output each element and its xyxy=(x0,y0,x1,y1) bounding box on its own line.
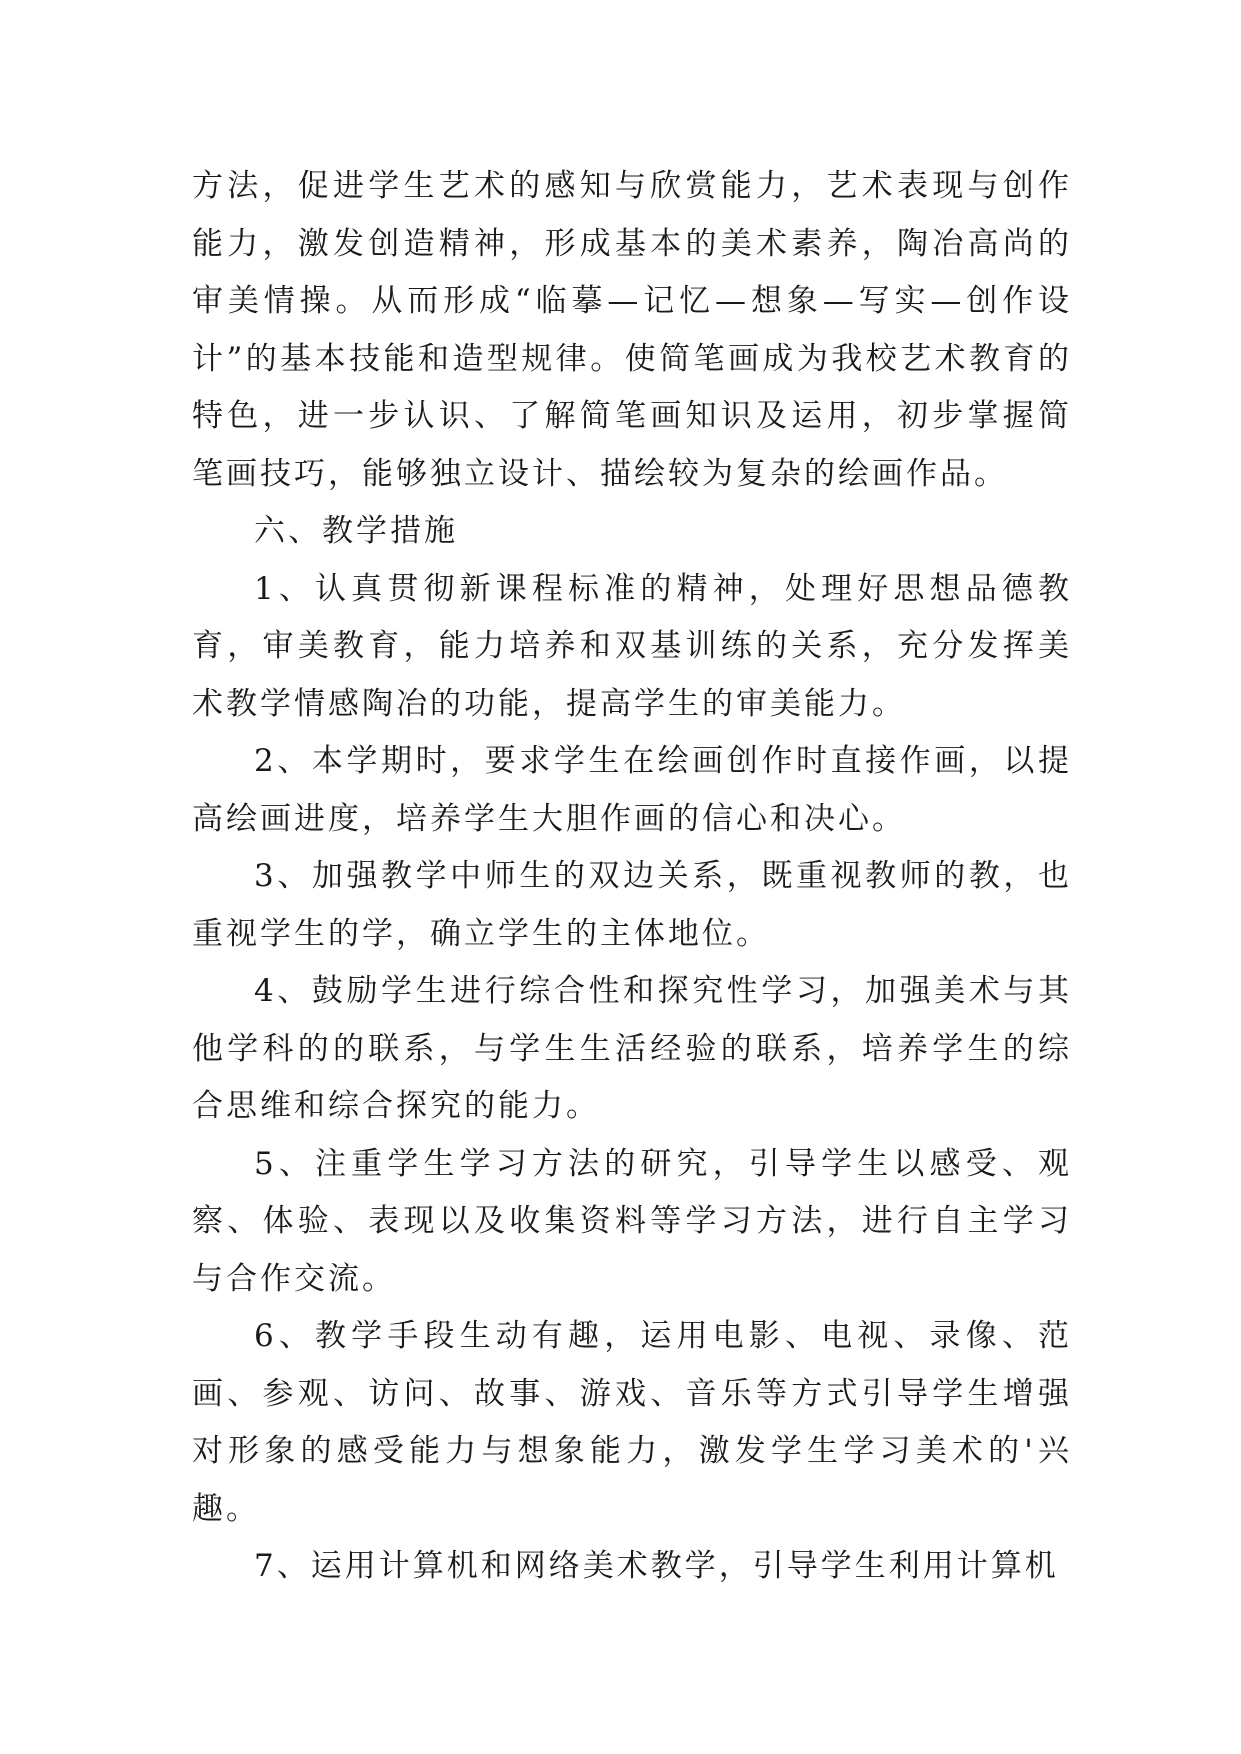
paragraph-measure-6: 6、教学手段生动有趣，运用电影、电视、录像、范画、参观、访问、故事、游戏、音乐等方式引导学生增强对形象的感受能力与想象能力，激发学生学习美术的'兴趣。 xyxy=(192,1318,1072,1527)
document-body xyxy=(192,158,1072,1596)
paragraph-intro-continuation: 方法，促进学生艺术的感知与欣赏能力，艺术表现与创作能力，激发创造精神，形成基本的美术素养，陶冶高尚的审美情操。从而形成“临摹—记忆—想象—写实—创作设计”的基本技能和造型规律。使简笔画成为我校艺术教育的特色，进一步认识、了解简笔画知识及运用，初步掌握简笔画技巧，能够独立设计、描绘较为复杂的绘画作品。 xyxy=(192,168,1072,492)
paragraph-measure-5: 5、注重学生学习方法的研究，引导学生以感受、观察、体验、表现以及收集资料等学习方法，进行自主学习与合作交流。 xyxy=(192,1145,1072,1297)
paragraph-measure-7: 7、运用计算机和网络美术教学，引导学生利用计算机 xyxy=(254,1548,1059,1584)
paragraph-measure-2: 2、本学期时，要求学生在绘画创作时直接作画，以提高绘画进度，培养学生大胆作画的信心和决心。 xyxy=(192,743,1072,837)
paragraph-measure-4: 4、鼓励学生进行综合性和探究性学习，加强美术与其他学科的的联系，与学生生活经验的联系，培养学生的综合思维和综合探究的能力。 xyxy=(192,973,1072,1124)
paragraph-measure-3: 3、加强教学中师生的双边关系，既重视教师的教，也重视学生的学，确立学生的主体地位。 xyxy=(192,858,1072,952)
section-heading: 六、教学措施 xyxy=(254,513,458,549)
paragraph-measure-1: 1、认真贯彻新课程标准的精神，处理好思想品德教育，审美教育，能力培养和双基训练的关系，充分发挥美术教学情感陶冶的功能，提高学生的审美能力。 xyxy=(192,570,1072,722)
